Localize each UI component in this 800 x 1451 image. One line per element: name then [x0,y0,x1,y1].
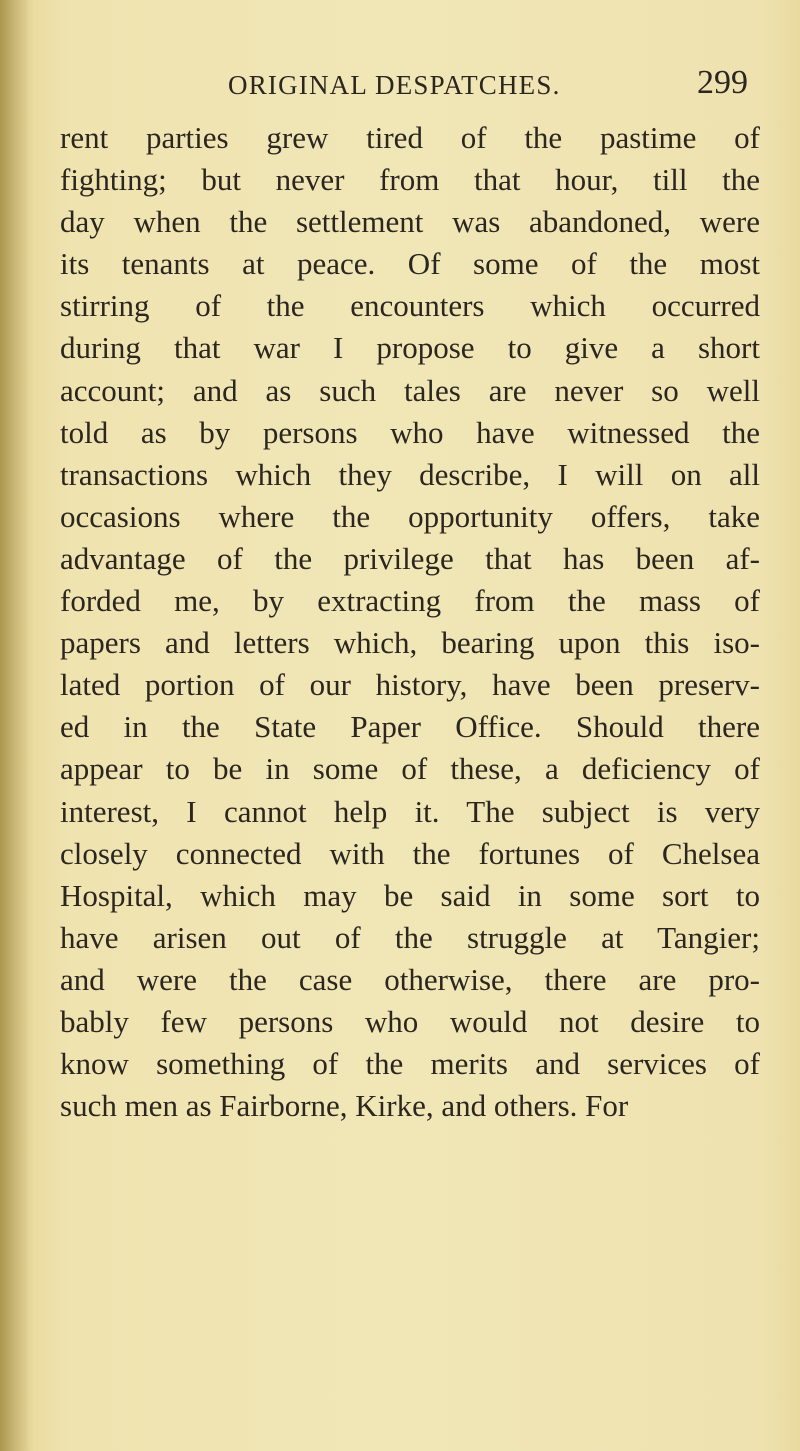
text-line: ed in the State Paper Office. Should there [60,709,760,745]
text-line: occasions where the opportunity offers, take [60,498,760,534]
page-number: 299 [697,64,748,101]
text-line: forded me, by extracting from the mass of [60,583,760,619]
text-line: interest, I cannot help it. The subject is very [60,793,760,829]
text-line: stirring of the encounters which occurred [60,288,760,324]
text-line: have arisen out of the struggle at Tangier; [60,919,760,955]
text-line: such men as Fairborne, Kirke, and others. For [60,1088,629,1124]
running-head [228,64,748,104]
text-line: account; and as such tales are never so well [60,372,760,408]
text-line: during that war I propose to give a short [60,330,760,366]
text-line: told as by persons who have witnessed the [60,414,760,450]
text-line: advantage of the privilege that has been af- [60,540,760,576]
text-line: Hospital, which may be said in some sort to [60,877,760,913]
body-text [60,117,760,1127]
text-line: its tenants at peace. Of some of the most [60,246,760,282]
text-line: know something of the merits and services of [60,1046,760,1082]
text-line: appear to be in some of these, a deficiency of [60,751,760,787]
text-line: lated portion of our history, have been preserv- [60,667,760,703]
text-line: day when the settlement was abandoned, were [60,204,760,240]
text-line: and were the case otherwise, there are pro- [60,961,760,997]
text-line: bably few persons who would not desire to [60,1003,760,1039]
text-line: closely connected with the fortunes of Chelsea [60,835,760,871]
text-line: rent parties grew tired of the pastime of [60,120,760,155]
gutter-shadow [0,0,34,1451]
text-line: transactions which they describe, I will on all [60,456,760,492]
text-line: fighting; but never from that hour, till the [60,162,760,198]
running-title: ORIGINAL DESPATCHES. [228,70,561,100]
text-line: papers and letters which, bearing upon this iso- [60,625,760,661]
